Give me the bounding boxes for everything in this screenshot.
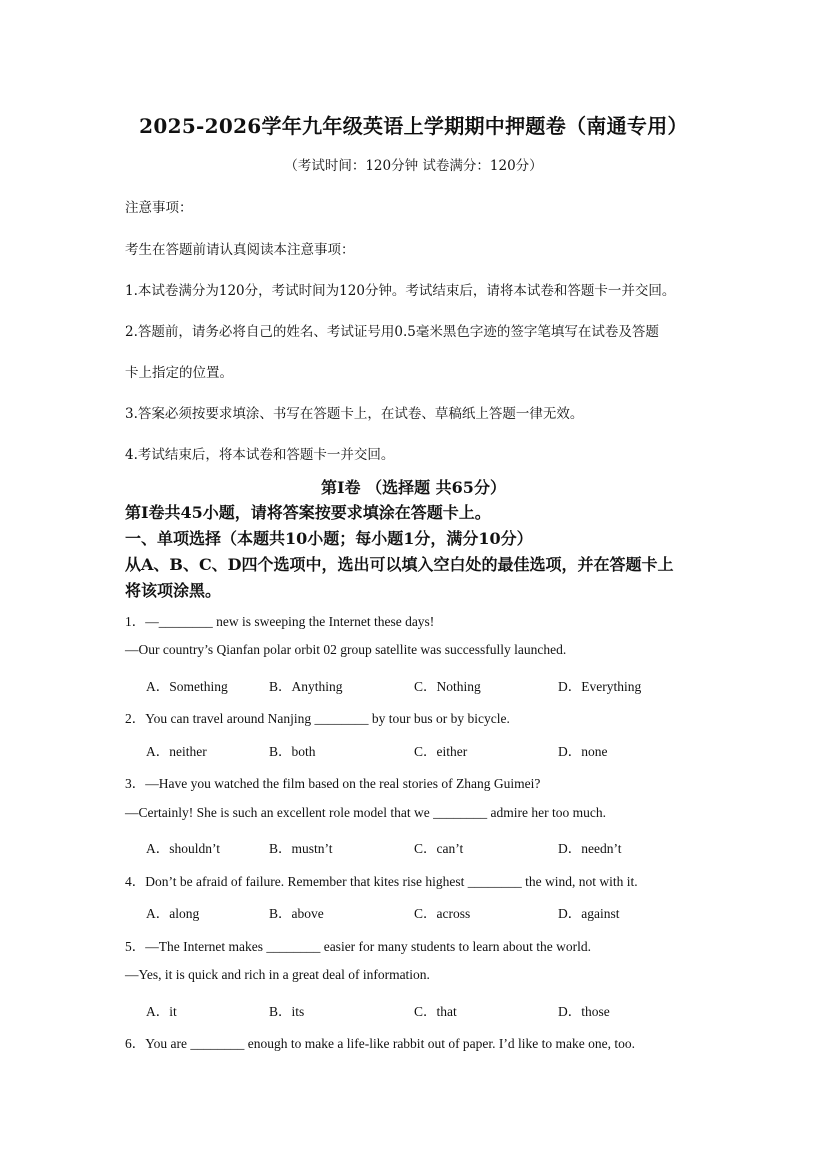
part1-heading: 第Ⅰ卷 （选择题 共65分）	[321, 478, 506, 497]
exam-info: （考试时间：120分钟 试卷满分：120分）	[284, 158, 543, 174]
question-1-option-c: C．Nothing	[414, 679, 481, 694]
section-title: 一、单项选择（本题共10小题；每小题1分，满分10分）	[125, 529, 533, 548]
notice-item-2-cont: 卡上指定的位置。	[125, 365, 233, 381]
question-4-option-a: A．along	[146, 906, 200, 921]
question-3-stem: 3．—Have you watched the film based on the real stories of Zhang Guimei?	[125, 776, 541, 791]
question-3-option-b: B．mustn’t	[269, 841, 333, 856]
notice-intro: 考生在答题前请认真阅读本注意事项：	[125, 242, 355, 258]
question-3-reply: —Certainly! She is such an excellent role model that we ________ admire her too much.	[125, 805, 606, 820]
question-2-option-b: B．both	[269, 744, 316, 759]
section-directions-cont: 将该项涂黑。	[125, 581, 222, 600]
question-1-option-d: D．Everything	[558, 679, 642, 694]
question-4-stem: 4．Don’t be afraid of failure. Remember that kites rise highest ________ the wind, not with it.	[125, 874, 638, 889]
question-5-option-a: A．it	[146, 1004, 177, 1019]
question-5-option-c: C．that	[414, 1004, 457, 1019]
question-4-option-c: C．across	[414, 906, 471, 921]
question-2-option-c: C．either	[414, 744, 468, 759]
section-directions: 从A、B、C、D四个选项中，选出可以填入空白处的最佳选项，并在答题卡上	[125, 555, 674, 574]
question-4-option-b: B．above	[269, 906, 324, 921]
question-5-reply: —Yes, it is quick and rich in a great deal of information.	[125, 967, 430, 982]
question-1-reply: —Our country’s Qianfan polar orbit 02 group satellite was successfully launched.	[125, 642, 567, 657]
question-6-stem: 6．You are ________ enough to make a life-like rabbit out of paper. I’d like to make one, too.	[125, 1036, 636, 1051]
question-4-option-d: D．against	[558, 906, 620, 921]
question-1-stem: 1．—________ new is sweeping the Internet these days!	[125, 614, 435, 629]
question-5-stem: 5．—The Internet makes ________ easier for many students to learn about the world.	[125, 939, 592, 954]
question-5-option-d: D．those	[558, 1004, 610, 1019]
part1-instruction: 第Ⅰ卷共45小题，请将答案按要求填涂在答题卡上。	[125, 503, 491, 522]
question-2-option-d: D．none	[558, 744, 608, 759]
question-1-option-b: B．Anything	[269, 679, 343, 694]
question-5-option-b: B．its	[269, 1004, 305, 1019]
question-3-option-c: C．can’t	[414, 841, 464, 856]
question-3-option-a: A．shouldn’t	[146, 841, 221, 856]
notice-item-4: 4.考试结束后，将本试卷和答题卡一并交回。	[125, 447, 395, 463]
question-2-option-a: A．neither	[146, 744, 207, 759]
page-title: 2025-2026学年九年级英语上学期期中押题卷（南通专用）	[139, 114, 688, 138]
notice-heading: 注意事项：	[125, 200, 193, 216]
question-3-option-d: D．needn’t	[558, 841, 622, 856]
question-1-option-a: A．Something	[146, 679, 228, 694]
notice-item-3: 3.答案必须按要求填涂、书写在答题卡上，在试卷、草稿纸上答题一律无效。	[125, 406, 584, 422]
notice-item-2: 2.答题前，请务必将自己的姓名、考试证号用0.5毫米黑色字迹的签字笔填写在试卷及答题	[125, 324, 659, 340]
question-2-stem: 2．You can travel around Nanjing ________ by tour bus or by bicycle.	[125, 711, 510, 726]
notice-item-1: 1.本试卷满分为120分，考试时间为120分钟。考试结束后，请将本试卷和答题卡一并交回。	[125, 283, 676, 299]
